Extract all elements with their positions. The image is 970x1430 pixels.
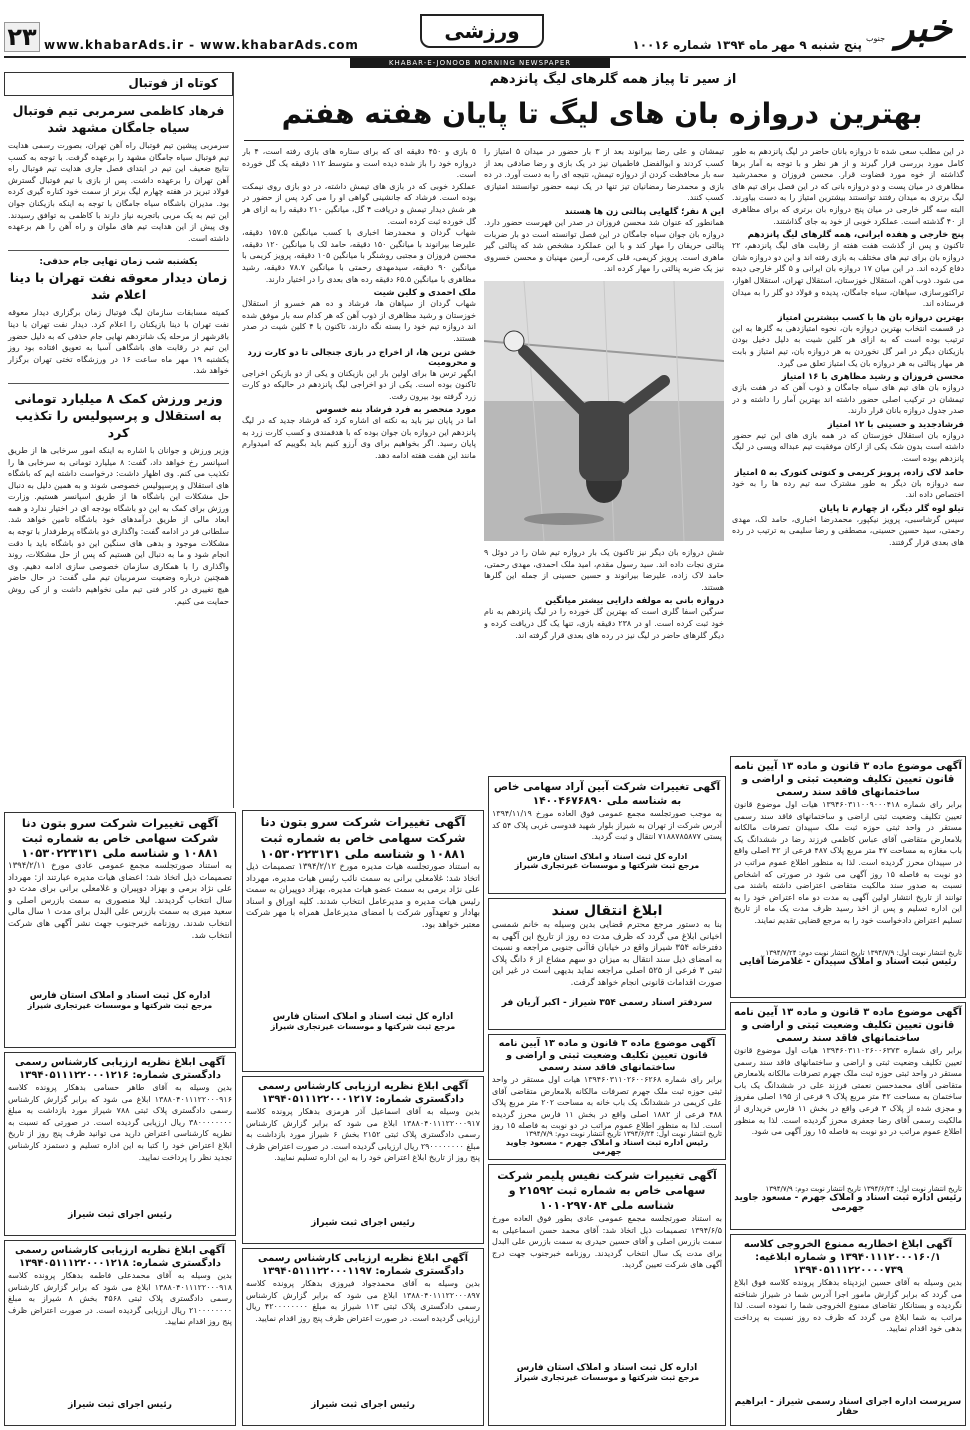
website: www.khabarAds.ir - www.khabarAds.com xyxy=(44,38,359,52)
ad-karshenas4-sign: رئیس اجرای ثبت شیراز xyxy=(311,1400,415,1410)
ad-karshenas2-sign: رئیس اجرای ثبت شیراز xyxy=(311,1218,415,1228)
ad-sanad-sign: سردفتر اسناد رسمی ۳۵۴ شیراز - اکبر آریان فر xyxy=(501,998,713,1008)
col3-subhead-3: مورد منحصر به فرد فرشاد بنه خسوس xyxy=(315,405,476,416)
col2-paragraph-2: همانطور که عنوان شد محسن فروزان در صدر این فهرست حضور دارد. دروازه بان جوان سیاه جامگان در این فصل توانسته است دو بار ضربات پنالتی حریفان را مهار کند و با این عملکرد مشخص شد که پنالتی گیر ماهری است. پرویز کریمی، قلی کرمی، آرمین مهنیان و محسن خسروی نیز یک ضربه پنالتی را مهار کرده اند. xyxy=(484,217,724,274)
ad-karshenas1-sign: رئیس اجرای ثبت شیراز xyxy=(68,1210,172,1220)
ad-tagh1-sign: رئیس ثبت اسناد و املاک سپیدان - غلامرضا آقایی xyxy=(739,957,957,967)
ad-karshenas2-text: بدین وسیله به آقای اسماعیل آذر هرمزی بدهکار پرونده کلاسه ۱۳۸۸۰۴۰۱۱۱۲۲۰۰۰۹۱۷ ابلاغ می شود که برابر گزارش کارشناس رسمی دادگستری پلاک ثبتی ۲۱۵۲ بخش ۶ شیراز مورد بازداشت به مبلغ ۲۹۰۰۰۰۰۰۰۰ ریال ارزیابی گردیده است. در صورت اعتراض ظرف پنج روز از تاریخ ابلاغ اعتراض خود را به این اداره تسلیم نمایید. xyxy=(246,1107,480,1163)
col2-paragraph: تیمشان و علی رضا بیرانوند بعد از ۳ بار حضور در میدان ۵ امتیاز را کسب کردند و ابوالفضل فاطمیان نیز در یک بازی و رضا صادقی بعد از سه بار محافظت کردن از دروازه تیمش، نتیجه ای را به دست آورد. در ده بازی و محمدرضا رمضانیان تیز تنها در یک نیمه حضور توانستند امتیازی کسب کنند. xyxy=(484,147,724,203)
logo: خبر xyxy=(896,6,952,50)
ad-karshenas3-text: بدین وسیله به آقای محمدعلی فاطمه بدهکار پرونده کلاسه ۱۳۸۸۰۴۰۱۱۱۲۲۰۰۰۹۱۸ ابلاغ می شود که برابر گزارش کارشناس رسمی دادگستری پلاک ثبتی ۴۵۶۸ بخش ۸ شیراز به مبلغ ۲۱۰۰۰۰۰۰۰۰ ریال ارزیابی گردیده است. در صورت اعتراض ظرف پنج روز اقدام نمایید. xyxy=(8,1271,232,1327)
ad-sarv2-sign1: اداره کل ثبت اسناد و املاک استان فارس xyxy=(272,1012,454,1022)
col1-subhead-4: فرشادجدید و حسینی با ۱۲ امتیاز xyxy=(827,419,964,430)
ad-sarv1 xyxy=(4,812,236,1048)
ad-nafis xyxy=(488,1164,726,1426)
ad-sarv1-title: آگهی تغییرات شرکت سرو بتون دنا شرکت سهامی خاص به شماره ثبت ۱۰۸۸۱ و شناسه ملی ۱۰۵۳۰۲۲۳۱۳۱ xyxy=(21,816,219,860)
ad-sanad-title: ابلاغ انتقال سند xyxy=(551,903,663,919)
ad-karshenas1-text: بدین وسیله به آقای طاهر حسامی بدهکار پرونده کلاسه ۱۳۸۸۰۴۰۱۱۱۲۲۰۰۰۹۱۶ ابلاغ می شود که برابر گزارش کارشناس رسمی دادگستری پلاک ثبتی ۷۸۸ شیراز مورد بازداشت به مبلغ ۳۸۰۰۰۰۰۰۰۰ ریال ارزیابی گردیده است. در صورتی که نسبت به نظریه کارشناسی اعتراض دارید می توانید ظرف پنج روز از تاریخ ابلاغ اعتراض خود را کتبا به این اداره تسلیم و دستمزد کارشناس تجدید نظر را پرداخت نمایید. xyxy=(8,1083,232,1162)
ad-karshenas1-title: آگهی ابلاغ نظریه ارزیابی کارشناس رسمی دادگستری شماره: ۱۳۹۴۰۵۱۱۱۲۲۰۰۰۱۲۱۶ xyxy=(14,1057,226,1081)
item1-text: سرمربی پیشین تیم فوتبال راه آهن تهران، بصورت رسمی هدایت تیم فوتبال سیاه جامگان مشهد را برعهده گرفت. با توجه به کسب نتایج ضعیف این تیم در ابتدای فصل جاری هدایت تیم فوتبال راه آهن تهران را برعهده داشت. پس از بازی با تیم فوتبال گسترش فولاد تبریز در هفته چهارم لیگ برتر از سمت خود کناره گیری کرده بود. مدیران باشگاه سیاه جامگان با توجه به اینکه بازیکنان جوان این تیم به یک مربی باتجربه نیاز دارند با کاظمی به توافق رسیدند. وی پیش از این هدایت تیم های ملوان و راه آهن را هم برعهده داشته است. xyxy=(8,141,229,243)
col3-subhead-1: ملک احمدی و کلین شیت xyxy=(373,288,476,299)
page-number: ۲۳ xyxy=(4,22,40,52)
ad-sarv1-sign1: اداره کل ثبت اسناد و املاک استان فارس xyxy=(29,991,211,1001)
col1-paragraph-2: تاکنون و پس از گذشت هفت هفته از رقابت های لیگ پانزدهم، ۲۲ دروازه بان برای تیم های مختلف به بازی رفته اند و این دو دروازه شان دفاع کرده اند. در این میان ۱۷ دروازه بان ایرانی و ۵ گلر خارجی دیده می شود. ذوب آهن، استقلال خوزستان، استقلال تهران، استقلال اهواز، تراکتورسازی، سپاهان، سیاه جامگان، پدیده و فولاد دو گلر را به میدان فرستاده اند. xyxy=(732,241,964,309)
english-band: KHABAR-E-JONOOB MORNING NEWSPAPER xyxy=(350,58,610,68)
ad-tagh1-dates: تاریخ انتشار نوبت اول: ۱۳۹۴/۷/۹ تاریخ انتشار نوبت دوم: ۱۳۹۴/۷/۲۴ xyxy=(765,949,962,957)
article-col-1 xyxy=(732,146,964,762)
col1-subhead-3: محسن فروزان و رشید مظاهری با ۱۶ امتیاز xyxy=(781,372,964,383)
item2-title: زمان دیدار معوقه نفت تهران با دینا اعلام شد xyxy=(9,270,228,303)
ad-karshenas2-title: آگهی ابلاغ نظریه ارزیابی کارشناس رسمی دادگستری شماره: ۱۳۹۴۰۵۱۱۱۲۲۰۰۰۱۲۱۷ xyxy=(257,1081,469,1105)
ad-takhlie xyxy=(730,1234,966,1426)
item3-title: وزیر ورزش کمک ۸ میلیارد تومانی به استقلال و پرسپولیس را تکذیب کرد xyxy=(14,390,223,440)
ad-sarv2-sign2: مرجع ثبت شرکتها و موسسات غیرتجاری شیراز xyxy=(270,1022,456,1031)
ad-tagh3-sign: رئیس اداره ثبت اسناد و املاک جهرم - مسعود جاوید جهرمی xyxy=(505,1138,709,1156)
col1-subhead-2: بهترین دروازه بان ها با کسب بیشترین امتیاز xyxy=(777,312,964,323)
ad-nafis-title: آگهی تغییرات شرکت نفیس پلیمر شرکت سهامی خاص به شماره ثبت ۲۱۵۹۲ و شناسه ملی ۱۰۱۰۲۹۷۰۸۴ xyxy=(497,1169,717,1212)
ad-karshenas2 xyxy=(242,1076,484,1244)
ad-nafis-text: به استناد صورتجلسه مجمع عمومی عادی بطور فوق العاده مورخ ۱۳۹۴/۶/۵ تصمیمات ذیل اتخاذ شد: آقای محمد حسن اسماعیلی به سمت بازرس اصلی و آقای حسین حیدری به سمت بازرس علی البدل برای مدت یک سال انتخاب گردیدند. روزنامه خبرجنوب جهت درج آگهی های شرکت تعیین گردید. xyxy=(492,1214,722,1270)
ad-karshenas3-sign: رئیس اجرای ثبت شیراز xyxy=(68,1400,172,1410)
col2-subhead-2: دروازه بانی به مولفه دارایی بیشتر میانگین xyxy=(545,596,724,607)
ad-tagh2 xyxy=(730,1002,966,1230)
ad-tagh2-title: آگهی موضوع ماده ۳ قانون و ماده ۱۳ آیین نامه قانون تعیین تکلیف وضعیت ثبتی و اراضی و ساختمانهای فاقد سند رسمی xyxy=(734,1007,962,1044)
ad-fars-text: به موجب صورتجلسه مجمع عمومی فوق العاده مورخ ۱۳۹۴/۱۱/۱۹ آدرس شرکت از تهران به شیراز بلوار شهید قدوسی غربی پلاک ۵۴ کد پستی ۷۱۸۸۷۸۵۸۷۷ انتقال و ثبت گردید. xyxy=(492,809,722,842)
divider xyxy=(8,383,229,384)
ad-tagh2-sign: رئیس اداره ثبت اسناد و املاک جهرم - مسعود جاوید جهرمی xyxy=(734,1193,962,1213)
col3-subhead-2: خشن ترین ها، از اخراج در بازی جنجالی تا دو کارت زرد و محرومیت xyxy=(247,347,476,368)
date-line: پنج شنبه ۹ مهر ماه ۱۳۹۴ شماره ۱۰۰۱۶ xyxy=(632,38,862,52)
col3-paragraph-3: شهاب گردان و محمدرضا اخباری با کسب میانگین ۱۵۷.۵ دقیقه، علیرضا بیرانوند با میانگین ۱۵۰ دقیقه، حامد لک با میانگین ۱۲۰ دقیقه، محسن فروزان و مجتبی روشنگر با میانگین ۱۰۵ دقیقه، پرویز کریمی با میانگین ۹۰ دقیقه، سیدمهدی رحمتی با میانگین ۷۸.۷ دقیقه، رشید مظاهری با میانگین ۶۵.۵ دقیقه رده های بعدی را در اختیار دارند. xyxy=(242,228,476,284)
ad-sanad-text: بنا به دستور مرجع محترم قضایی بدین وسیله به خانم شمسی اخیانی ابلاغ می گردد که ظرف مدت ده روز از تاریخ این آگهی به دفترخانه ۳۵۴ شیراز واقع در خیابان قاآنی جنوبی مراجعه و نسبت به امضای ذیل سند انتقال به میزان دو سهم مشاع از ۶ دانگ پلاک ثبتی ۳ فرعی از ۵۲۵ اصلی مراجعه نماید بدیهی است در غیر این صورت اقدامات قانونی انجام خواهد گرفت. xyxy=(492,920,722,988)
ad-nafis-sign2: مرجع ثبت شرکتها و موسسات غیرتجاری شیراز xyxy=(514,1373,700,1382)
ad-sanad xyxy=(488,898,726,1030)
ad-tagh2-dates: تاریخ انتشار نوبت اول: ۱۳۹۴/۶/۲۴ تاریخ انتشار نوبت دوم: ۱۳۹۴/۷/۹ xyxy=(765,1185,962,1193)
ad-tagh1-text: برابر رای شماره ۱۳۹۴۶۰۳۱۱۰۰۹۰۰۰۴۱۸ هیات اول موضوع قانون تعیین تکلیف وضعیت ثبتی اراضی و ساختمانهای فاقد سند رسمی مستقر در واحد ثبتی حوزه ثبت ملک سپیدان تصرفات مالکانه بلامعارض متقاضی آقای عباس کاظمی فرزند رضا در ششدانگ یک باب مغازه به مساحت ۴۷ متر مربع پلاک ۴۸۷ فرعی از ۴۲ اصلی واقع در سپیدان محرز گردیده است. لذا به منظور اطلاع عموم مراتب در دو نوبت به فاصله ۱۵ روز آگهی می شود در صورتی که اشخاص نسبت به صدور سند مالکیت متقاضی اعتراضی داشته باشند می توانند از تاریخ انتشار اولین آگهی به مدت دو ماه اعتراض خود را به این اداره تسلیم و پس از اخذ رسید ظرف مدت یک ماه از تاریخ تسلیم اعتراض دادخواست خود را به مرجع قضایی تقدیم نمایند. xyxy=(734,800,962,925)
col1-paragraph-4: دروازه بان های تیم های سیاه جامگان و ذوب آهن که در هفت بازی تیمشان در ترکیب اصلی حضور داشته اند بهترین آمار را داشته و در صدر جدول دروازه بانان قرار دارند. xyxy=(732,383,964,416)
col2-subhead-1: این ۸ نفر؛ گلهایی پنالتی زن ها هستند xyxy=(564,206,724,217)
ad-tagh3-text: برابر رای شماره ۱۳۹۴۶۰۳۱۱۰۲۶۰۰۶۲۶۸ هیات اول مستقر در واحد ثبتی حوزه ثبت ملک جهرم تصرفات مالکانه بلامعارض متقاضی آقای علی کریمی در ششدانگ یک باب خانه به مساحت ۲۰۲ متر مربع پلاک ۴۸۸ فرعی از ۱۸۸۲ اصلی واقع در بخش ۱۱ فارس محرز گردیده است. لذا به منظور اطلاع عموم مراتب در دو نوبت به فاصله ۱۵ روز xyxy=(492,1075,722,1130)
ad-sarv2-title: آگهی تغییرات شرکت سرو بتون دنا شرکت سهامی خاص به شماره ثبت ۱۰۸۸۱ و شناسه ملی ۱۰۵۳۰۲۲۳۱۳۱ xyxy=(259,815,467,861)
left-news-column xyxy=(4,72,234,808)
ad-fars xyxy=(488,776,726,894)
ad-karshenas4-text: بدین وسیله به آقای محمدجواد فیروزی بدهکار پرونده کلاسه ۱۳۸۸۰۴۰۱۱۱۲۲۰۰۰۸۹۷ ابلاغ می شود که برابر گزارش کارشناس رسمی دادگستری پلاک ثبتی ۱۱۳ شیراز به مبلغ ۴۲۰۰۰۰۰۰۰۰ ریال ارزیابی گردیده است. در صورت اعتراض ظرف پنج روز اقدام نمایید. xyxy=(246,1279,480,1323)
ad-tagh3-title: آگهی موضوع ماده ۳ قانون و ماده ۱۳ آیین نامه قانون تعیین تکلیف وضعیت ثبتی و اراضی و ساختمانهای فاقد سند رسمی xyxy=(498,1038,716,1073)
ad-tagh3 xyxy=(488,1034,726,1160)
ad-fars-sign2: مرجع ثبت شرکتها و موسسات غیرتجاری شیراز xyxy=(514,861,700,870)
item2-kicker: یکشنبه شب زمان تهایی جام حذفی: xyxy=(39,257,198,268)
left-column-header xyxy=(4,72,233,96)
col3-paragraph-2: عملکرد خوبی که در بازی های تیمش داشته، در دو بازی روی نیمکت بوده است. فرشاد که جانشینی گواهی او را می کرد پس از حضور در هر شش دیدار تیمش و دریافت ۴ گل، میانگین ۲۱۰ دقیقه را به ازای هر گل خورده ثبت کرده است. xyxy=(242,181,476,226)
ad-fars-title: آگهی تغییرات شرکت آبین آراد سهامی خاص به شناسه ملی ۱۴۰۰۴۶۷۶۸۹۰ xyxy=(493,781,721,807)
col1-paragraph-7: سپس گرشاسبی، پرویز نیکپور، محمدرضا اخباری، حامد لک، مهدی رحمتی، سید حسین حسینی، مصطفی و رضا سلیمی به ترتیب در رده های بعدی قرار گرفتند. xyxy=(732,514,964,548)
ad-karshenas4-title: آگهی ابلاغ نظریه ارزیابی کارشناس رسمی دادگستری شماره: ۱۳۹۴۰۵۱۱۱۲۲۰۰۰۱۱۹۷ xyxy=(257,1253,469,1277)
col1-subhead-1: پنج خارجی و هفده ایرانی، همه گلرهای لیگ پانزدهم xyxy=(747,230,964,241)
col3-paragraph-5: ابگهر ترس ها برای اولین بار این بازیکنان و یکی از دو بازیکن اخراجی تاکنون بوده است. یکی از دو اخراجی لیگ پانزدهم در حالیکه دو کارت زرد گرفته بود بیرون رفت. xyxy=(242,368,476,401)
ad-karshenas3 xyxy=(4,1240,236,1426)
ad-karshenas1 xyxy=(4,1052,236,1236)
col1-paragraph: در این مطلب سعی شده تا دروازه بانان حاضر در لیگ پانزدهم به طور کامل مورد بررسی قرار گیرند و از هر نظر و با توجه به آمار برها گذاشته از خوه مورد قضاوت قرار. محسن فروزان و محمدرشید مظاهری در میان پست و دو دروازه بانی که در این فصل برای تیم های لیگ برتری به میدان رفتند توانستند بیشترین امتیاز را به دست بیاورند. البته سه گلر خارجی در میان پنج دروازه بان برتری که برای مظاهری از ۴۰ گذشته است. عملکرد خوبی از خود به جای گذاشتند. xyxy=(732,147,964,226)
col2-paragraph-4: سرگین اسفا گلری است که بهترین گل خورده را در لیگ پانزدهم به نام خود ثبت کرده است. او در ۲۳۸ دقیقه بازی، تنها یک گل دریافت کرده و دیگر گلرهای حاضر در لیگ نیز در رده های بعدی قرار گرفته اند. xyxy=(484,607,724,640)
ad-takhlie-text: بدین وسیله به آقای حسین ایزدپناه بدهکار پرونده کلاسه فوق ابلاغ می گردد که برابر گزارش مامور اجرا آدرس شما در شیراز شناخته نگردیده و بستانکار تقاضای ممنوع الخروجی شما را نموده است. لذا مراتب به شما ابلاغ می گردد که ظرف ده روز نسبت به پرداخت بدهی خود اقدام نمایید. xyxy=(734,1278,962,1334)
masthead xyxy=(0,0,970,67)
article-col-3 xyxy=(242,146,476,762)
ad-takhlie-title: آگهی ابلاغ اخطاریه ممنوع الخروجی کلاسه ۱۳۹۴۰۱۱۱۲۰۰۰۱۶۰/۱ و شماره ابلاغیه: ۱۳۹۴۰۵۱۱۱۲۲۰۰۰۰۷۳۹ xyxy=(743,1239,953,1276)
ad-sarv2 xyxy=(242,810,484,1072)
col2-paragraph-3: شش دروازه بان دیگر نیز تاکنون یک بار دروازه تیم شان را در دوئل ۹ متری نجات داده اند. سید رسول مقدم، امید ملک احمدی، مهدی رحمتی، حامد لاک زاده، علیرضا بیرانوند و حسین حسینی از جمله این گلرها هستند. xyxy=(484,547,724,592)
logo-block xyxy=(866,4,964,56)
item2-text: کمیته مسابقات سازمان لیگ فوتبال زمان برگزاری دیدار معوقه نفت تهران با دینا بازیکنان را اعلام کرد. دیدار نفت تهران با دینا باقرشهر از مرحله یک شانزدهم نهایی جام حذفی که به دلیل حضور این تیم در رقابت های باشگاهی آسیا به تعویق افتاده بود روز یکشنبه ۱۹ مهر ماه ساعت ۱۶ در ورزشگاه تختی تهران برگزار خواهد شد. xyxy=(8,308,230,376)
col1-subhead-5: حامد لاک زاده، پرویز کریمی و کنوتی کنورک به ۵ امتیاز xyxy=(734,467,964,478)
col1-subhead-6: تیلو لوه گلر دیگر، از چهارم تا پایان xyxy=(819,503,964,514)
goalkeeper-photo-art xyxy=(484,281,724,541)
article-kicker: از سیر تا پیاز همه گلرهای لیگ پانزدهم xyxy=(489,72,737,87)
ad-sarv1-sign2: مرجع ثبت شرکتها و موسسات غیرتجاری شیراز xyxy=(27,1001,213,1010)
article-title: بهترین دروازه بان های لیگ تا پایان هفته هفتم xyxy=(281,97,923,130)
item3-text: وزیر ورزش و جوانان با اشاره به اینکه امور سرخابی ها از طریق اسپانسر رخ خواهد داد، گفت: ۸ میلیارد تومانی به سرخابی ها را تکذیب می کنم. وی اظهار داشت: درخواست داشته ایم که باشگاه های استقلال و پرسپولیس خصوصی شوند و به همین دلیل به دنبال حل مشکلات این باشگاه ها از طریق اسپانسر هستیم. وزارت ورزش برای کمک به این دو باشگاه بودجه ای در اختیار ندارد و همه ابعاد مالی از طریق درآمدهای خود باشگاه تامین خواهد شد. سلطانی فر در ادامه گفت: واگذاری دو باشگاه پرطرفدار با توجه به مشکلات موجود و بدهی های سنگین این دو باشگاه باید با دقت انجام شود و ما به دنبال این هستیم که پس از حل مشکلات، روند واگذاری را با همکاری سازمان خصوصی سازی ادامه دهیم. وی همچنین درباره وضعیت سرمربیان تیم ملی گفت: در حال حاضر هیچ تغییری در کادر فنی تیم ملی نخواهیم داشت و از کی روش حمایت می کنیم. xyxy=(8,445,229,606)
ad-tagh1-title: آگهی موضوع ماده ۳ قانون و ماده ۱۳ آیین نامه قانون تعیین تکلیف وضعیت ثبتی و اراضی و ساختمانهای فاقد سند رسمی xyxy=(734,761,962,798)
col1-paragraph-6: سه دروازه بان دیگر به طور مشترک سه تیم رده ها را به خود اختصاص داده اند. xyxy=(732,478,964,500)
col1-paragraph-3: در قسمت انتخاب بهترین دروازه بان، نحوه امتیازدهی به گلرها به این ترتیب بوده است که به ازای هر کلین شیت به دلیل دخیل بودن بازیکنان دیگر در امر گل نخوردن به هر دروازه بان، تیم امتیاز و بابت هر مهار پنالتی به هر دروازه بان یک امتیاز تعلق می گیرد. xyxy=(732,323,964,368)
ad-karshenas4 xyxy=(242,1248,484,1426)
col3-paragraph: ۵ بازی و ۴۵۰ دقیقه ای که برای ستاره های بازی رفته است، ۴ بار دروازه خود را باز شده دیده است و متوسط ۱۱۲ دقیقه یک گل خورده است. xyxy=(242,147,476,180)
section-tab xyxy=(420,14,544,48)
section-title: ورزشی xyxy=(444,19,520,43)
article-col-2 xyxy=(484,146,724,762)
divider xyxy=(8,250,229,251)
ad-tagh2-text: برابر رای شماره ۱۳۹۴۶۰۳۱۱۰۲۶۰۰۶۳۷۳ هیات اول موضوع قانون تعیین تکلیف وضعیت ثبتی و اراضی و ساختمانهای فاقد سند رسمی مستقر در واحد ثبتی حوزه ثبت ملک جهرم تصرفات مالکانه بلامعارض متقاضی آقای محمدحسن نعمتی فرزند علی در ششدانگ یک باب ساختمان به مساحت ۴۲ متر مربع پلاک ۹ فرعی از ۱۹۵ اصلی مفروز و مجزی شده از پلاک ۳ فرعی واقع در بخش ۱۱ فارس خریداری از مالکیت رسمی آقای رضا جعفری محرز گردیده است. لذا به منظور اطلاع عموم مراتب در دو نوبت به فاصله ۱۵ روز آگهی می شود. xyxy=(734,1046,962,1137)
title-rule xyxy=(244,140,964,141)
left-column-title: کوتاه از فوتبال xyxy=(128,76,218,90)
ad-fars-sign1: اداره کل ثبت اسناد و املاک استان فارس xyxy=(526,852,688,861)
ad-nafis-sign1: اداره کل ثبت اسناد و املاک استان فارس xyxy=(516,1363,698,1373)
col3-paragraph-6: اما در پایان نیز باید به نکته ای اشاره کرد که فرشاد جدید که در لیگ پانزدهم این دروازه بان جوان بوده که با هدفمندی و کسب کارت زرد به پایان رسید. اگر بخواهیم برای وی آرزو کنیم باید بگوییم که امیدوارم مانند این هفت هفته ادامه دهد. xyxy=(242,416,476,461)
ad-tagh1 xyxy=(730,756,966,998)
col1-paragraph-5: دروازه بان استقلال خوزستان که در همه بازی های این تیم حضور داشته است بدون شک یکی از ارکان موفقیت تیم عبداله ویسی در لیگ پانزدهم بوده است. xyxy=(732,430,964,464)
item1-title: فرهاد کاظمی سرمربی تیم فوتبال سیاه جامگان مشهد شد xyxy=(12,103,225,135)
col3-paragraph-4: شهاب گردان از سپاهان ها، فرشاد و ده هم خسرو از استقلال خوزستان و رشید مظاهری از ذوب آهن که هر کدام سه بار موفق شده اند دروازه تیم خود را بسته نگه دارند، تاکنون با ۴ کلین شیت در صدر هستند. xyxy=(242,299,476,343)
ad-sarv1-text: به استناد صورتجلسه مجمع عمومی عادی مورخ ۱۳۹۴/۲/۱۱ تصمیمات ذیل اتخاذ شد: اعضای هیات مدیره عبارتند از: مهرداد علی نژاد برمی و بهزاد دوپیران و غلامعلی برانی برای مدت دو سال انتخاب گردیدند. لیلا منصوری به سمت بازرس اصلی و سعید میری به سمت بازرس علی البدل برای مدت ۱ سال مالی انتخاب شدند. روزنامه خبرجنوب جهت نشر آگهی های شرکت انتخاب شد. xyxy=(8,861,232,941)
logo-sub: جنوب xyxy=(866,34,886,43)
goalkeeper-photo xyxy=(484,281,724,541)
ad-karshenas3-title: آگهی ابلاغ نظریه ارزیابی کارشناس رسمی دادگستری شماره: ۱۳۹۴۰۵۱۱۱۲۲۰۰۰۱۲۱۸ xyxy=(14,1245,226,1269)
ad-takhlie-sign: سرپرست اداره اجرای اسناد رسمی شیراز - ابراهیم حقار xyxy=(734,1397,962,1417)
main-article xyxy=(238,68,968,768)
ad-tagh3-dates: تاریخ انتشار نوبت اول: ۱۳۹۴/۶/۲۴ تاریخ انتشار نوبت دوم: ۱۳۹۴/۷/۹ xyxy=(525,1130,722,1138)
ad-sarv2-text: به استناد صورتجلسه هیات مدیره مورخ ۱۳۹۴/۲/۱۲ تصمیمات ذیل اتخاذ شد: غلامعلی برانی به سمت نائب رئیس هیات مدیره، مهرداد علی نژاد برمی به سمت عضو هیات مدیره، بهزاد دوپیران به سمت رئیس هیات مدیره و مدیرعامل انتخاب شدند. کلیه اوراق و اسناد بهادار و تعهدآور شرکت با امضای مدیرعامل همراه با مهر شرکت معتبر خواهد بود. xyxy=(246,862,480,930)
